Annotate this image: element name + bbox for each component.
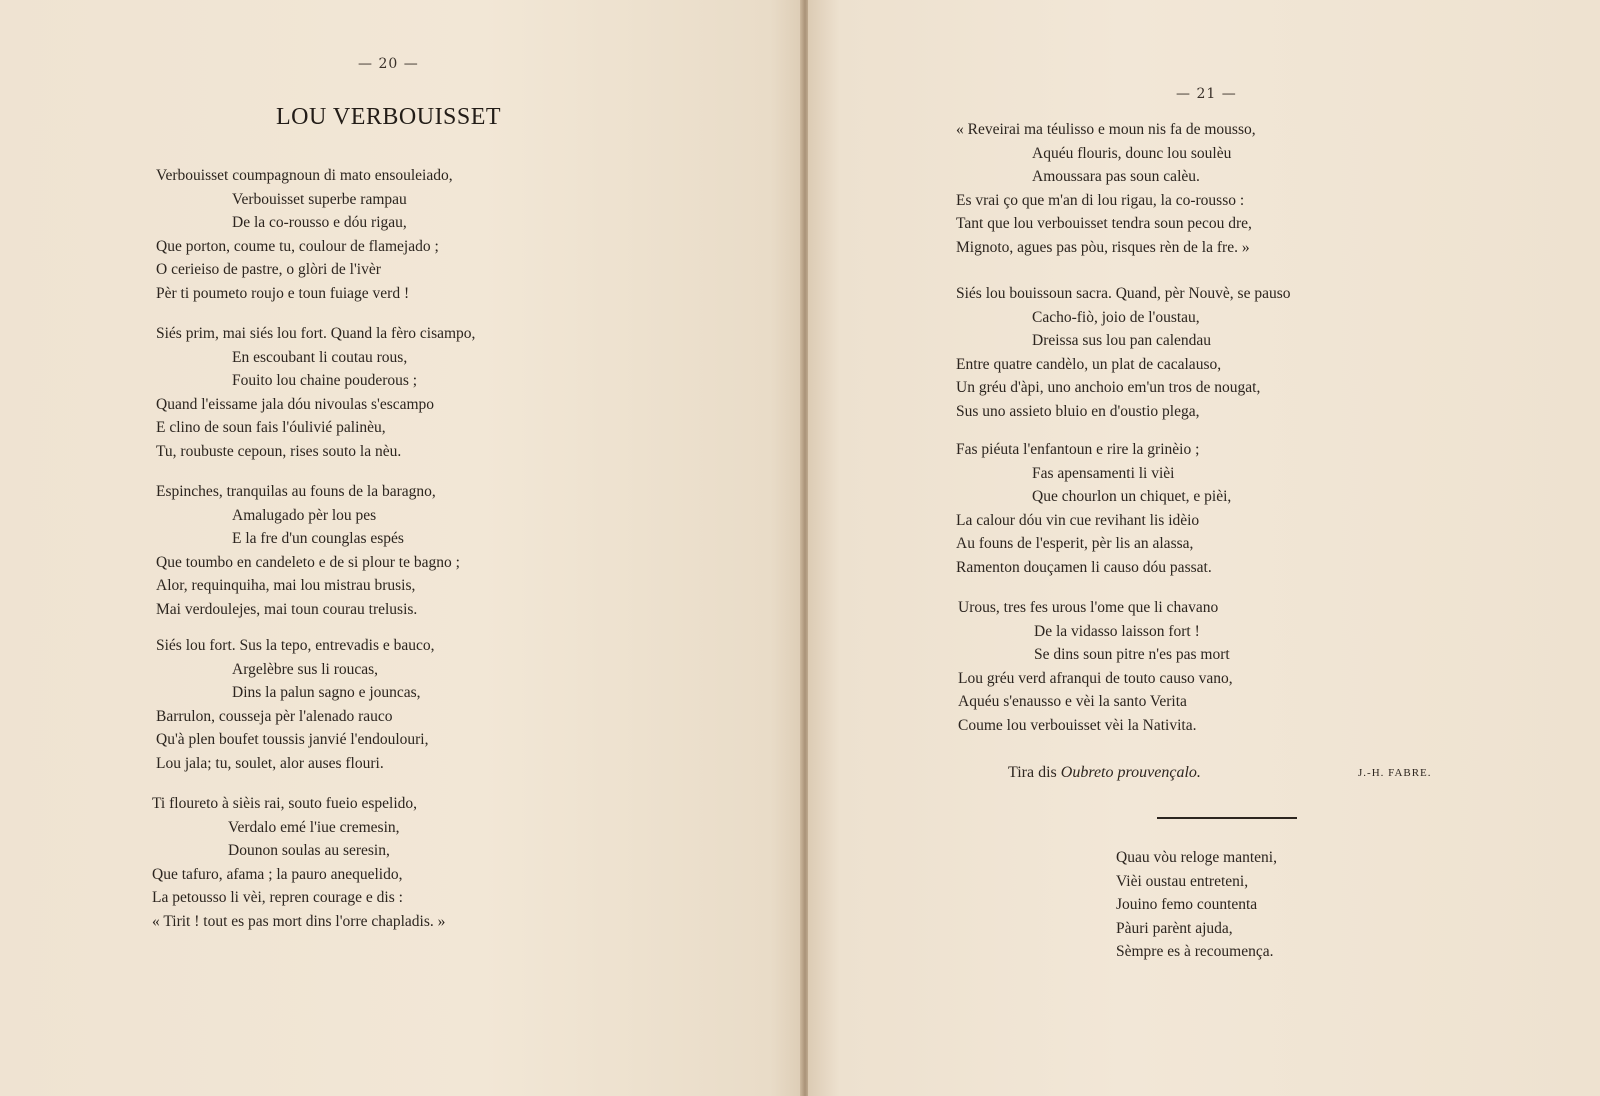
verse-line: Que chourlon un chiquet, e pièi,: [1032, 488, 1232, 505]
epigraph-line: Sèmpre es à recoumença.: [1116, 943, 1274, 960]
verse-line: De la co-rousso e dóu rigau,: [232, 214, 407, 231]
verse-line: Entre quatre candèlo, un plat de cacalauso,: [956, 355, 1222, 373]
verse-line: Dreissa sus lou pan calendau: [1032, 332, 1212, 349]
verse-line: Dins la palun sagno e jouncas,: [232, 684, 421, 701]
verse-line: Mignoto, agues pas pòu, risques rèn de la fre. »: [956, 238, 1250, 256]
divider-rule: [1157, 817, 1297, 819]
page-number: — 21 —: [1176, 86, 1237, 102]
verse-line: Pèr ti poumeto roujo e toun fuiage verd !: [156, 284, 410, 302]
stanza: [156, 480, 460, 621]
verse-line: Mai verdoulejes, mai toun courau trelusis.: [156, 600, 418, 618]
stanza: [958, 596, 1233, 737]
verse-line: Que toumbo en candeleto e de si plour te bagno ;: [156, 553, 460, 571]
verse-line: Es vrai ço que m'an di lou rigau, la co-rousso :: [956, 191, 1245, 209]
verse-line: Ramenton douçamen li causo dóu passat.: [956, 558, 1212, 576]
verse-line: Verdalo emé l'iue cremesin,: [228, 818, 400, 836]
verse-line: Se dins soun pitre n'es pas mort: [1034, 646, 1230, 663]
author-name: J.-H. FABRE.: [1358, 767, 1432, 779]
stanza: [956, 118, 1256, 259]
verse-line: La petousso li vèi, repren courage e dis :: [152, 889, 403, 906]
stanza: [156, 322, 475, 463]
verse-line: Fas piéuta l'enfantoun e rire la grinèio ;: [956, 441, 1200, 458]
verse-line: O cerieiso de pastre, o glòri de l'ivèr: [156, 261, 381, 278]
epigraph-line: Jouino femo countenta: [1116, 896, 1258, 913]
stanza: [956, 438, 1231, 579]
verse-line: Un gréu d'àpi, uno anchoio em'un tros de nougat,: [956, 379, 1261, 396]
epigraph: [1116, 846, 1277, 964]
verse-line: Que tafuro, afama ; la pauro anequelido,: [152, 865, 403, 883]
verse-line: Verbouisset coumpagnoun di mato ensouleiado,: [156, 167, 453, 184]
verse-line: Ti floureto à sièis rai, souto fueio espelido,: [152, 795, 418, 812]
verse-line: Lou jala; tu, soulet, alor auses flouri.: [156, 754, 384, 772]
verse-line: Urous, tres fes urous l'ome que li chavano: [958, 599, 1219, 616]
verse-line: Siés lou fort. Sus la tepo, entrevadis e bauco,: [156, 637, 435, 654]
verse-line: Quand l'eissame jala dóu nivoulas s'escampo: [156, 395, 435, 413]
verse-line: Siés prim, mai siés lou fort. Quand la fèro cisampo,: [156, 325, 476, 342]
verse-line: Coume lou verbouisset vèi la Nativita.: [958, 716, 1197, 734]
verse-line: Fouito lou chaine pouderous ;: [232, 372, 418, 389]
verse-line: Amalugado pèr lou pes: [232, 506, 377, 524]
epigraph-line: Quau vòu reloge manteni,: [1116, 849, 1277, 866]
verse-line: Lou gréu verd afranqui de touto causo vano,: [958, 669, 1233, 687]
page-number: — 20 —: [358, 56, 419, 72]
stanza: [152, 792, 445, 933]
verse-line: Fas apensamenti li vièi: [1032, 464, 1175, 482]
verse-line: Argelèbre sus li roucas,: [232, 660, 379, 678]
verse-line: Alor, requinquiha, mai lou mistrau brusis,: [156, 577, 416, 594]
verse-line: Amoussara pas soun calèu.: [1032, 168, 1200, 185]
verse-line: Aquéu s'enausso e vèi la santo Verita: [958, 693, 1187, 710]
verse-line: E la fre d'un counglas espés: [232, 530, 404, 547]
verse-line: De la vidasso laisson fort !: [1034, 622, 1200, 640]
attribution-work: Oubreto prouvençalo.: [1060, 764, 1201, 781]
verse-line: Que porton, coume tu, coulour de flamejado ;: [156, 237, 439, 255]
verse-line: Tant que lou verbouisset tendra soun pecou dre,: [956, 215, 1252, 232]
verse-line: Aquéu flouris, dounc lou soulèu: [1032, 144, 1232, 162]
verse-line: Cacho-fiò, joio de l'oustau,: [1032, 308, 1200, 326]
verse-line: Espinches, tranquilas au founs de la baragno,: [156, 483, 436, 500]
verse-line: Dounon soulas au seresin,: [228, 842, 390, 859]
verse-line: Au founs de l'esperit, pèr lis an alassa,: [956, 535, 1194, 552]
attribution: [1008, 764, 1201, 782]
attribution-prefix: Tira dis: [1008, 764, 1057, 781]
stanza: [156, 164, 453, 305]
verse-line: « Tirit ! tout es pas mort dins l'orre chapladis. »: [152, 912, 446, 930]
poem-title: LOU VERBOUISSET: [276, 104, 502, 130]
stanza: [956, 282, 1290, 423]
verse-line: Barrulon, cousseja pèr l'alenado rauco: [156, 707, 393, 725]
verse-line: La calour dóu vin cue revihant lis idèio: [956, 511, 1200, 529]
verse-line: Verbouisset superbe rampau: [232, 190, 407, 208]
verse-line: En escoubant li coutau rous,: [232, 348, 408, 366]
verse-line: Qu'à plen boufet toussis janvié l'endoulouri,: [156, 731, 429, 748]
verse-line: Siés lou bouissoun sacra. Quand, pèr Nouvè, se pauso: [956, 285, 1291, 302]
epigraph-line: Pàuri parènt ajuda,: [1116, 919, 1233, 937]
verse-line: Tu, roubuste cepoun, rises souto la nèu.: [156, 442, 402, 460]
verse-line: E clino de soun fais l'óulivié palinèu,: [156, 419, 386, 436]
epigraph-line: Vièi oustau entreteni,: [1116, 872, 1249, 890]
stanza: [156, 634, 435, 775]
verse-line: Sus uno assieto bluio en d'oustio plega,: [956, 402, 1200, 420]
verse-line: « Reveirai ma téulisso e moun nis fa de mousso,: [956, 121, 1256, 138]
